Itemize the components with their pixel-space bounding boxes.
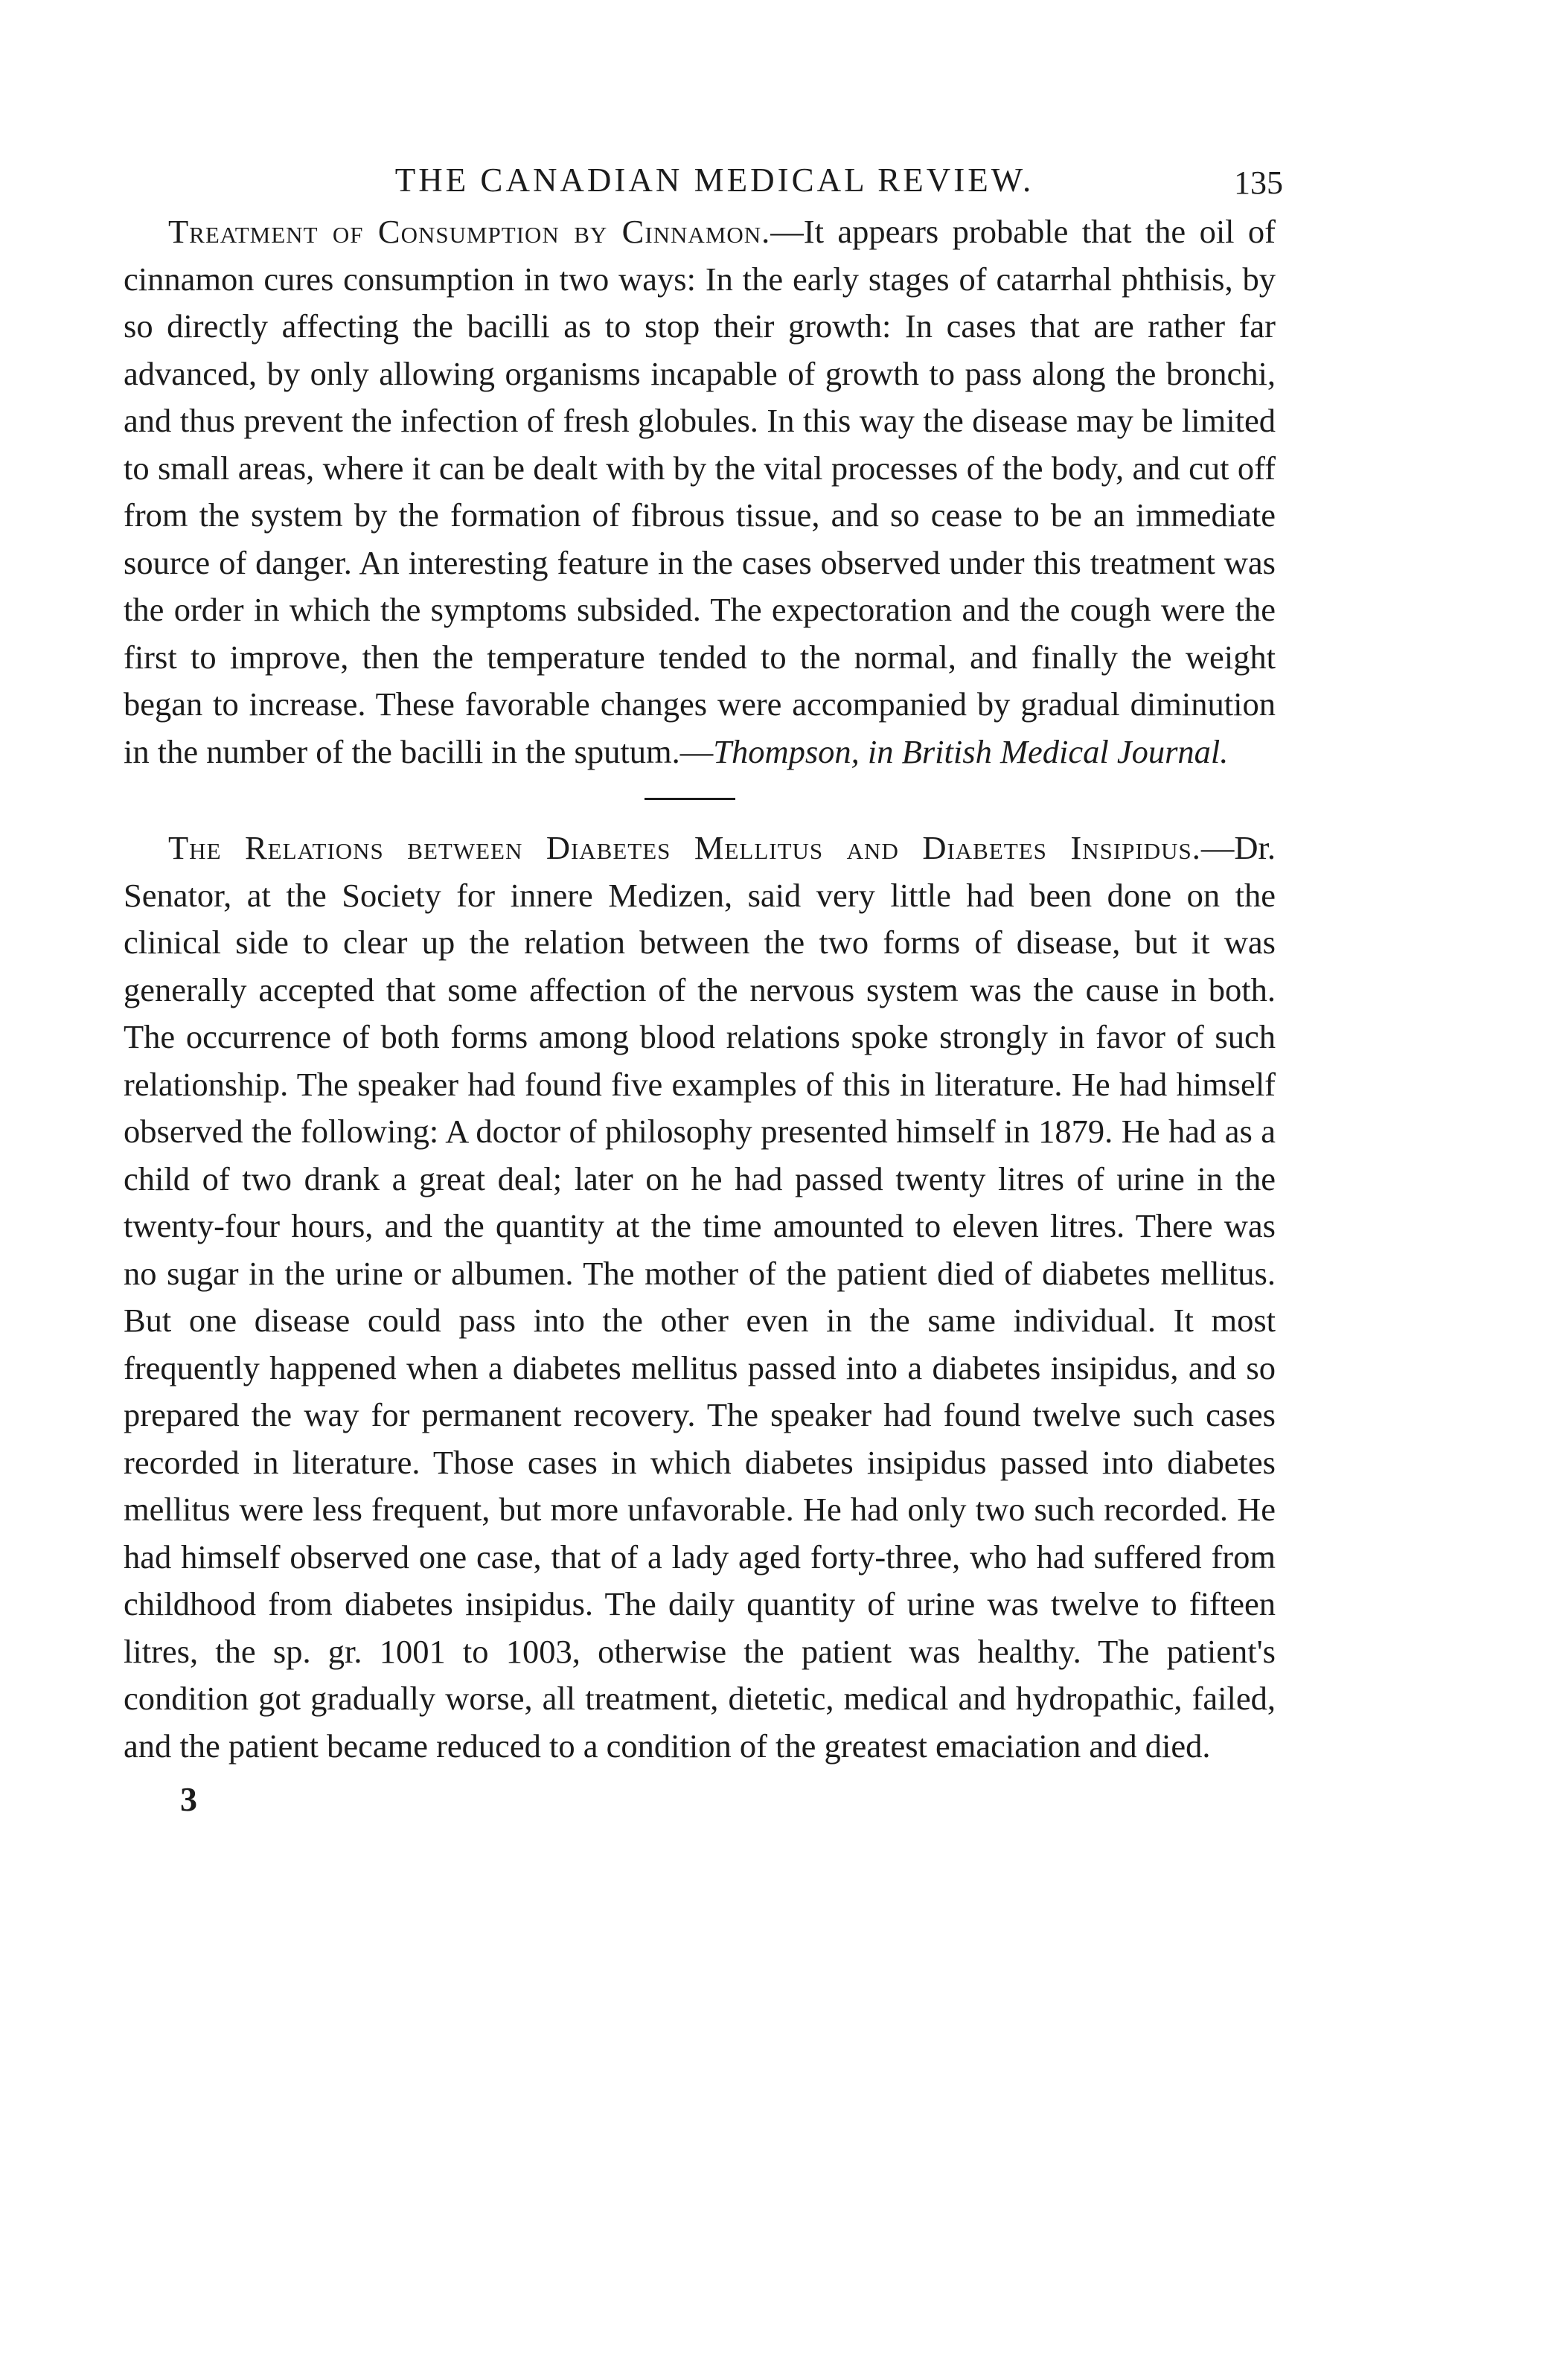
running-head bbox=[124, 158, 1283, 202]
article-heading: Treatment of Consumption by Cinnamon. bbox=[168, 213, 771, 250]
article-heading: The Relations between Diabetes Mellitus and Diabetes Insipidus. bbox=[168, 829, 1201, 866]
article-body: —It appears probable that the oil of cinnamon cures consumption in two ways: In the early stages of catarrhal phthisis, by so directly affecting the bacilli as to stop their growth: In cases that are rather far advanced, by only allowing organisms incapable of growth to pass along the bronchi, and thus prevent the infection of fresh globules. In this way the disease may be limited to small areas, where it can be dealt with by the vital processes of the body, and cut off from the system by the formation of fibrous tissue, and so cease to be an immediate source of danger. An interesting feature in the cases observed under this treatment was the order in which the symptoms subsided. The expectoration and the cough were the first to improve, then the temperature tended to the normal, and finally the weight began to increase. These favorable changes were accompanied by gradual diminution in the number of the bacilli in the sputum.— bbox=[124, 213, 1276, 770]
page-number: 135 bbox=[1234, 164, 1283, 201]
article-treatment-of-consumption bbox=[124, 208, 1276, 775]
page bbox=[124, 158, 1283, 1822]
source-journal: British Medical Journal. bbox=[901, 732, 1229, 770]
journal-title: THE CANADIAN MEDICAL REVIEW. bbox=[394, 161, 1034, 199]
article-divider-container bbox=[124, 775, 1276, 825]
source-in: in bbox=[867, 732, 894, 770]
signature-mark: 3 bbox=[180, 1780, 197, 1818]
source-author: Thompson, bbox=[713, 732, 860, 770]
article-body: —Dr. Senator, at the Society for innere Medizen, said very little had been done on the clinical side to clear up the relation between the two forms of disease, but it was generally accepted that some affection of the nervous system was the cause in both. The occurrence of both forms among blood relations spoke strongly in favor of such relationship. The speaker had found five examples of this in literature. He had himself observed the following: A doctor of philosophy presented himself in 1879. He had as a child of two drank a great deal; later on he had passed twenty litres of urine in the twenty-four hours, and the quantity at the time amounted to eleven litres. There was no sugar in the urine or albumen. The mother of the patient died of diabetes mellitus. But one disease could pass into the other even in the same individual. It most frequently happened when a diabetes mellitus passed into a diabetes insipidus, and so prepared the way for permanent recovery. The speaker had found twelve such cases recorded in literature. Those cases in which diabetes insipidus passed into diabetes mellitus were less frequent, but more unfavorable. He had only two such recorded. He had himself observed one case, that of a lady aged forty-three, who had suffered from childhood from diabetes insipidus. The daily quantity of urine was twelve to fifteen litres, the sp. gr. 1001 to 1003, otherwise the patient was healthy. The patient's condition got gradually worse, all treatment, dietetic, medical and hydropathic, failed, and the patient became reduced to a condition of the greatest emaciation and died. bbox=[124, 829, 1276, 1765]
article-divider bbox=[645, 798, 735, 800]
article-relations-between-diabetes bbox=[124, 825, 1276, 1770]
